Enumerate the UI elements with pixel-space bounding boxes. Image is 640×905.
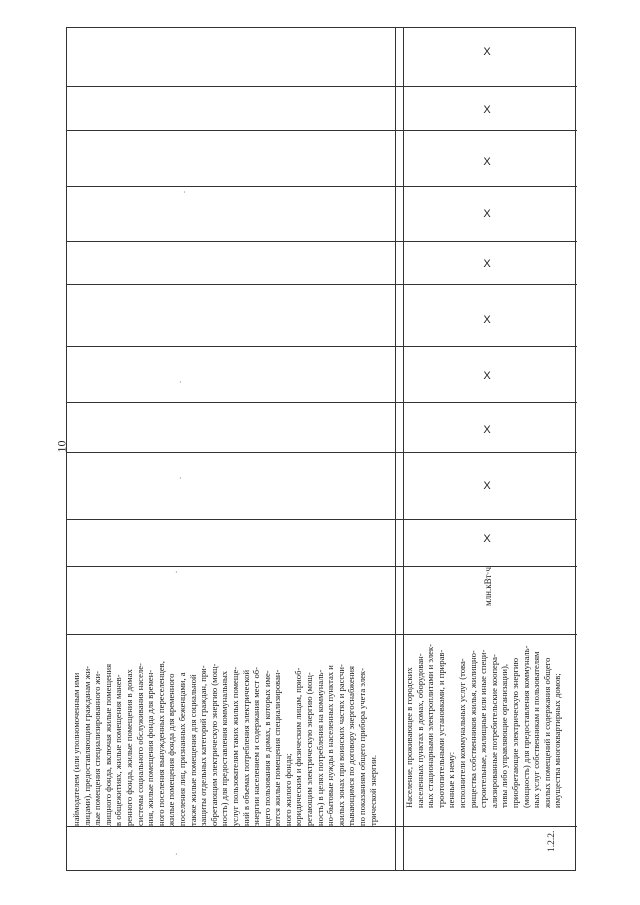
col-sep-number bbox=[67, 826, 577, 827]
row-prev-line: ются жилые помещения специализирован- bbox=[272, 669, 283, 826]
cell-x-8: X bbox=[483, 156, 491, 168]
row-122-line: ализированные потребительские коопера- bbox=[488, 654, 499, 808]
row-prev-line: юридическим и физическим лицам, приоб- bbox=[293, 667, 304, 826]
page-number: 10 bbox=[54, 440, 69, 453]
row-122-line: тивы либо управляющие организации), bbox=[499, 664, 510, 808]
row-prev-line: ного жилого фонда; bbox=[282, 753, 293, 826]
row-122-line: ных услуг собственникам и пользователям bbox=[531, 651, 542, 808]
col-sep-4 bbox=[67, 346, 577, 347]
row-122-line: троотопительными установками, и прирав- bbox=[435, 649, 446, 808]
row-122-number: 1.2.2. bbox=[547, 830, 557, 852]
row-divider bbox=[395, 28, 396, 870]
row-prev-line: тывающимся по договору энергоснабжения bbox=[346, 666, 357, 826]
col-sep-3 bbox=[67, 402, 577, 403]
row-prev-line: обретающим электрическую энергию (мощ- bbox=[208, 663, 219, 826]
row-prev-line: также жилые помещения для социальной bbox=[187, 674, 198, 826]
col-sep-5 bbox=[67, 284, 577, 285]
row-122-line: строительные, жилищные или иные специ- bbox=[478, 649, 489, 808]
col-sep-9 bbox=[67, 86, 577, 87]
scan-mark: · bbox=[179, 474, 182, 483]
row-prev-line: по показаниям общего прибора учета элек- bbox=[357, 668, 368, 826]
row-122-line: исполнители коммунальных услуг (това- bbox=[456, 658, 467, 808]
col-sep-name bbox=[67, 634, 577, 635]
row-prev-line: лицами), предоставляющим гражданам жи- bbox=[81, 665, 92, 826]
row-122-line: ных стационарными электроплитами и элек- bbox=[425, 644, 436, 808]
col-sep-8 bbox=[67, 130, 577, 131]
row-prev-line: ного поселения вынужденных переселенцев, bbox=[155, 661, 166, 826]
row-122-line: приобретающие электрическую энергию bbox=[509, 657, 520, 808]
cell-x-5: X bbox=[483, 314, 491, 326]
row-prev-line: ния, жилые помещения фонда для времен- bbox=[145, 669, 156, 826]
row-122-line: (мощность) для предоставления коммуналь- bbox=[520, 645, 531, 808]
row-prev-line: ретающим электрическую энергию (мощ- bbox=[304, 672, 315, 826]
row-prev-line: ренного фонда, жилые помещения в домах bbox=[123, 669, 134, 826]
row-prev-line: жилых зонах при воинских частях и рассчи- bbox=[335, 664, 346, 826]
row-prev-line: щего пользования в домах, в которых име- bbox=[261, 670, 272, 826]
col-sep-2 bbox=[67, 452, 577, 453]
cell-x-9: X bbox=[483, 104, 491, 116]
row-122-description bbox=[404, 644, 563, 808]
col-sep-1 bbox=[67, 519, 577, 520]
cell-x-3: X bbox=[483, 424, 491, 436]
cell-x-7: X bbox=[483, 208, 491, 220]
row-prev-line: поселения лиц, признанных беженцами, а bbox=[176, 672, 187, 826]
col-sep-7 bbox=[67, 186, 577, 187]
cell-x-10: X bbox=[483, 46, 491, 58]
row-prev-line: ний в объемах потребления электрической bbox=[240, 669, 251, 826]
row-122-line: имущества многоквартирных домов; bbox=[552, 673, 563, 808]
row-122-line: жилых помещений и содержания общего bbox=[541, 657, 552, 808]
row-122-line: рищества собственников жилья, жилищно- bbox=[467, 650, 478, 808]
row-prev-line: лые помещения специализированного жи- bbox=[92, 671, 103, 826]
cell-x-2: X bbox=[483, 480, 491, 492]
row-122-line: Население, проживающее в городских bbox=[404, 667, 414, 808]
tariff-table bbox=[66, 27, 576, 871]
row-prev-line: ность) в целях потребления на коммуналь- bbox=[314, 669, 325, 826]
row-prev-description bbox=[71, 661, 378, 826]
col-sep-unit bbox=[67, 566, 577, 567]
row-prev-line: защиты отдельных категорий граждан, при- bbox=[198, 665, 209, 826]
row-prev-line: ность) для предоставления коммунальных bbox=[219, 670, 230, 826]
row-122-unit: млн.кВт·ч bbox=[483, 566, 493, 606]
row-prev-line: но-бытовые нужды в населенных пунктах и bbox=[325, 665, 336, 826]
row-prev-line: услуг пользователям таких жилых помеще- bbox=[229, 666, 240, 826]
cell-x-6: X bbox=[483, 258, 491, 270]
row-prev-line: системы социального обслуживания населе- bbox=[134, 663, 145, 826]
cell-x-4: X bbox=[483, 370, 491, 382]
row-prev-line: в общежитиях, жилые помещения манев- bbox=[113, 674, 124, 826]
scan-mark: · bbox=[183, 188, 186, 197]
row-prev-line: трической энергии. bbox=[367, 755, 378, 826]
row-122-line: населенных пунктах в домах, оборудован- bbox=[414, 653, 425, 808]
scan-mark: · bbox=[175, 568, 178, 577]
row-prev-line: лищного фонда, включая жилые помещения bbox=[102, 663, 113, 826]
row-122-line: ненные к нему: bbox=[446, 751, 457, 808]
col-sep-6 bbox=[67, 241, 577, 242]
cell-x-1: X bbox=[483, 533, 491, 545]
row-prev-line: энергии населением и содержания мест об- bbox=[251, 667, 262, 826]
row-prev-line: жилые помещения фонда для временного bbox=[166, 673, 177, 826]
scan-mark: · bbox=[179, 378, 182, 387]
row-prev-line: наймодателем (или уполномоченным ими bbox=[71, 672, 81, 826]
scan-mark: · bbox=[175, 850, 178, 859]
